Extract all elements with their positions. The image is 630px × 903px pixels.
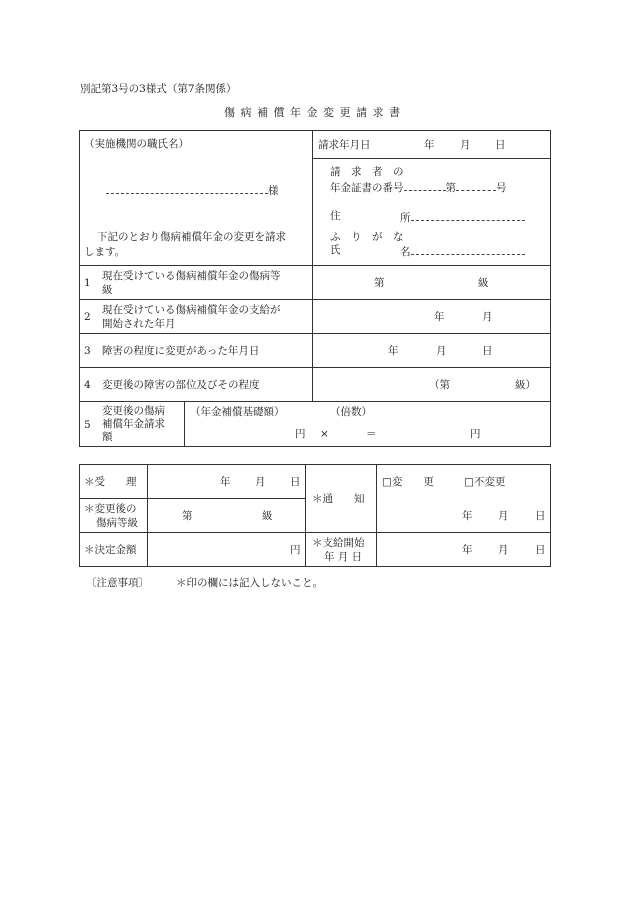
row-1-label-2: 級: [102, 284, 113, 296]
row-5-multiplier-label: （倍数）: [330, 406, 372, 418]
row-3-label-1: 障害の程度に変更があった年月日: [102, 345, 260, 357]
row-5-times: ×: [320, 428, 329, 440]
row-3-number: 3: [84, 345, 91, 357]
row-2-number: 2: [84, 311, 91, 323]
address-label-1: 住: [330, 210, 341, 222]
row-1-kyu: 級: [478, 277, 489, 289]
payment-start-month: 月: [498, 544, 509, 556]
row-5-yen-1: 円: [295, 428, 306, 440]
payment-start-label-1: ＊支給開始: [312, 537, 365, 549]
row-5-label-1: 変更後の傷病: [102, 405, 165, 417]
request-date-label: 請求年月日: [318, 139, 371, 151]
document-title: 傷 病 補 償 年 金 変 更 請 求 書: [224, 106, 401, 119]
row-1-dai: 第: [374, 277, 385, 289]
sama-suffix: 様: [268, 185, 279, 197]
institution-label: （実施機関の職氏名）: [84, 138, 189, 150]
row-5-label-3: 額: [102, 431, 113, 443]
row-4-label-1: 変更後の障害の部位及びその程度: [102, 379, 260, 391]
grade-after-dai: 第: [182, 510, 193, 522]
row-2-label-2: 開始された年月: [102, 318, 176, 330]
request-text-line-2: します。: [84, 246, 126, 258]
receipt-year: 年: [220, 476, 231, 488]
form-reference: 別記第3号の3様式（第7条関係）: [80, 83, 237, 95]
row-2-label-1: 現在受けている傷病補償年金の支給が: [102, 304, 281, 316]
pension-cert-row[interactable]: [330, 181, 507, 194]
pension-cert-dai: 第: [445, 182, 456, 194]
receipt-day: 日: [290, 476, 301, 488]
receipt-month: 月: [255, 476, 266, 488]
row-5-number: 5: [84, 419, 91, 431]
notice-month: 月: [498, 510, 509, 522]
change-option[interactable]: □変 更: [382, 476, 434, 488]
notice-label: ＊通 知: [312, 493, 365, 505]
name-label-1: 氏: [330, 244, 341, 256]
row-4-number: 4: [84, 379, 91, 391]
decision-amount-yen: 円: [290, 544, 301, 556]
grade-after-label-2: 傷病等級: [96, 517, 138, 529]
row-5-label-2: 補償年金請求: [102, 418, 165, 430]
row-3-month: 月: [436, 345, 447, 357]
request-date-year: 年: [424, 139, 435, 151]
pension-cert-label: 年金証書の番号: [330, 182, 404, 194]
claimant-label: 請 求 者 の: [330, 166, 404, 178]
name-row[interactable]: [400, 245, 525, 258]
pension-cert-go: 号: [496, 182, 507, 194]
request-text-line-1: 下記のとおり傷病補償年金の変更を請求: [97, 231, 286, 243]
furigana-label: ふ り が な: [330, 231, 404, 243]
grade-after-kyu: 級: [262, 510, 273, 522]
row-4-dai: （第: [429, 379, 450, 391]
note-label: 〔注意事項〕: [86, 577, 149, 589]
payment-start-day: 日: [535, 544, 546, 556]
address-label-2: 所: [400, 212, 411, 224]
request-date-day: 日: [495, 139, 506, 151]
row-1-label-1: 現在受けている傷病補償年金の傷病等: [102, 270, 281, 282]
row-3-year: 年: [388, 345, 399, 357]
address-row[interactable]: [400, 211, 525, 224]
notice-day: 日: [535, 510, 546, 522]
decision-amount-label: ＊決定金額: [84, 544, 137, 556]
request-date-month: 月: [460, 139, 471, 151]
payment-start-year: 年: [462, 544, 473, 556]
row-3-day: 日: [482, 345, 493, 357]
notice-year: 年: [462, 510, 473, 522]
payment-start-label-2: 年 月 日: [324, 551, 363, 563]
receipt-label: ＊受 理: [84, 476, 137, 488]
row-4-kyu: 級）: [515, 379, 536, 391]
grade-after-label-1: ＊変更後の: [84, 503, 137, 515]
row-2-month: 月: [482, 311, 493, 323]
row-5-base-label: （年金補償基礎額）: [190, 406, 285, 418]
row-5-yen-2: 円: [470, 428, 481, 440]
row-1-number: 1: [84, 277, 91, 289]
recipient-name-field[interactable]: [106, 184, 279, 197]
row-5-equals: ＝: [366, 428, 377, 440]
note-text: ＊印の欄には記入しないこと。: [176, 577, 323, 589]
nochange-option[interactable]: □不変更: [464, 476, 506, 488]
name-label-2: 名: [400, 246, 411, 258]
row-2-year: 年: [434, 311, 445, 323]
